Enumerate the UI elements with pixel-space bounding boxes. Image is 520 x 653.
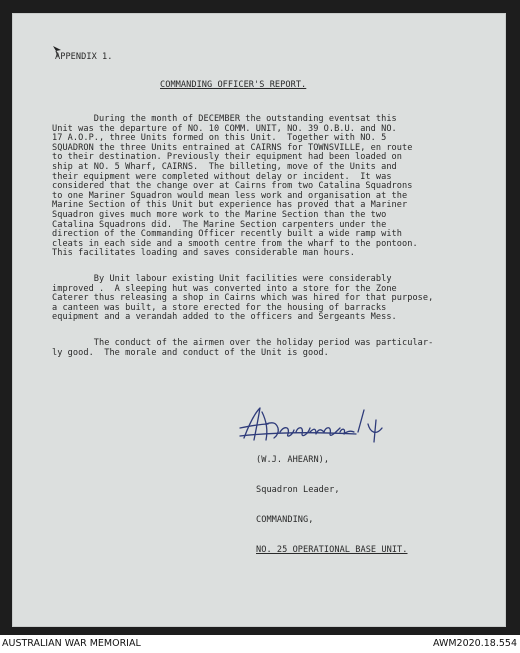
footer-accession-number: AWM2020.18.554 — [432, 638, 517, 649]
signatory-unit: NO. 25 OPERATIONAL BASE UNIT. — [256, 545, 408, 555]
signatory-rank: Squadron Leader, — [256, 485, 340, 495]
signatory-name: (W.J. AHEARN), — [256, 455, 330, 465]
signature-block — [256, 435, 408, 565]
signatory-role: COMMANDING, — [256, 515, 314, 525]
report-title: COMMANDING OFFICER'S REPORT. — [160, 80, 307, 90]
appendix-label: APPENDIX 1. — [55, 52, 113, 62]
footer-institution: AUSTRALIAN WAR MEMORIAL — [2, 638, 141, 649]
paragraph-december-events: During the month of DECEMBER the outstanding eventsat this Unit was the departure of NO. 10 COMM. UNIT, NO. 39 O.B.U. and NO. 17 A.O.P., three Units formed on this Unit. Together with NO. 5 SQUADRON the three Units entrained at CAIRNS for TOWNSVILLE, en route to their destination. Previously their equipment had been loaded on ship at NO. 5 Wharf, CAIRNS. The billeting, move of the Units and their equipment were completed without delay or incident. It was considered that the change over at Cairns from two Catalina Squadrons to one Mariner Squadron would mean less work and organisation at the Marine Section of this Unit but experience has proved that a Mariner Squadron gives much more work to the Marine Section than the two Catalina Squadrons did. The Marine Section carpenters under the direction of the Commanding Officer recently built a wide ramp with cleats in each side and a smooth centre from the wharf to the pontoon. This facilitates loading and saves considerable man hours. — [52, 114, 418, 259]
paragraph-conduct: The conduct of the airmen over the holiday period was particular- ly good. The morale and conduct of the Unit is good. — [52, 338, 434, 358]
paragraph-unit-facilities: By Unit labour existing Unit facilities were considerably improved . A sleeping hut was converted into a store for the Zone Caterer thus releasing a shop in Cairns which was hired for that purpose, a canteen was built, a store erected for the housing of barracks equipment and a verandah added to the officers and Sergeants Mess. — [52, 274, 434, 323]
